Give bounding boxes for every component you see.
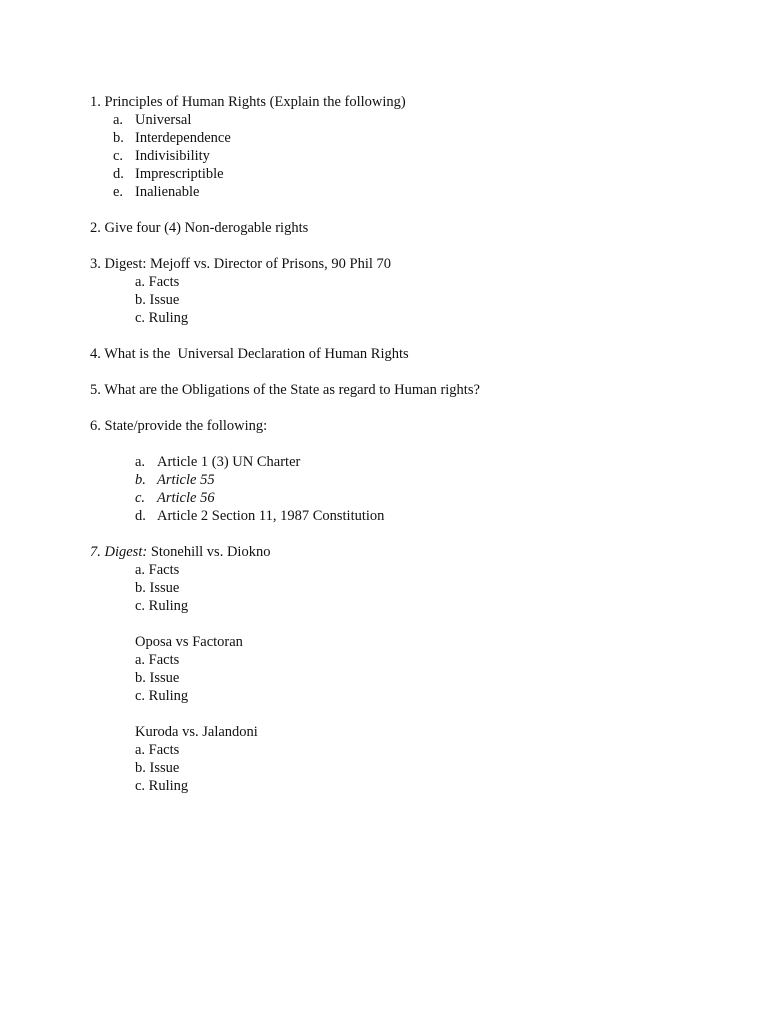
question-1-item-e [90,183,710,201]
item-text: Article 55 [157,472,215,488]
question-6-item-b [90,471,710,489]
item-label: a. [113,112,124,128]
question-1-item-a [90,111,710,129]
spacer [90,399,710,417]
item-label: d. [135,508,146,524]
question-6-title: 6. State/provide the following: [90,418,268,434]
digest-prefix: 7. Digest: [90,544,148,560]
case-3-issue: b. Issue [135,760,180,776]
item-text: Interdependence [135,130,231,146]
item-text: Article 1 (3) UN Charter [157,454,301,470]
question-3-ruling: c. Ruling [135,310,189,326]
item-text: Article 56 [157,490,215,506]
item-label: d. [113,166,124,182]
case-2-name: Oposa vs Factoran [135,634,243,650]
spacer [90,435,710,453]
question-1-title: 1. Principles of Human Rights (Explain the following) [90,94,406,110]
case-2-issue: b. Issue [135,670,180,686]
question-6-item-d [90,507,710,525]
question-3-facts: a. Facts [135,274,180,290]
case-1-ruling: c. Ruling [135,598,189,614]
case-3-facts: a. Facts [135,742,180,758]
case-1-issue: b. Issue [135,580,180,596]
spacer [90,615,710,633]
item-text: Indivisibility [135,148,210,164]
spacer [90,327,710,345]
case-2-ruling: c. Ruling [135,688,189,704]
question-7-title [90,543,710,561]
item-label: b. [113,130,124,146]
spacer [90,363,710,381]
item-text: Universal [135,112,192,128]
item-label: e. [113,184,124,200]
spacer [90,525,710,543]
item-text: Inalienable [135,184,200,200]
spacer [90,705,710,723]
question-6-item-a [90,453,710,471]
case-3-ruling: c. Ruling [135,778,189,794]
question-1-item-d [90,165,710,183]
item-text: Imprescriptible [135,166,224,182]
item-label: c. [135,490,146,506]
question-3-title: 3. Digest: Mejoff vs. Director of Prisons, 90 Phil 70 [90,256,391,272]
question-6-item-c [90,489,710,507]
question-2-title: 2. Give four (4) Non-derogable rights [90,220,309,236]
item-label: c. [113,148,124,164]
question-3-issue: b. Issue [135,292,180,308]
case-3-name: Kuroda vs. Jalandoni [135,724,258,740]
spacer [90,201,710,219]
item-label: b. [135,472,146,488]
document-page [90,93,710,795]
case-1-facts: a. Facts [135,562,180,578]
question-4-title: 4. What is the Universal Declaration of Human Rights [90,346,409,362]
case-2-facts: a. Facts [135,652,180,668]
item-label: a. [135,454,146,470]
question-1-item-b [90,129,710,147]
question-5-title: 5. What are the Obligations of the State as regard to Human rights? [90,382,480,398]
question-1-item-c [90,147,710,165]
case-name: Stonehill vs. Diokno [150,544,271,560]
item-text: Article 2 Section 11, 1987 Constitution [157,508,385,524]
spacer [90,237,710,255]
